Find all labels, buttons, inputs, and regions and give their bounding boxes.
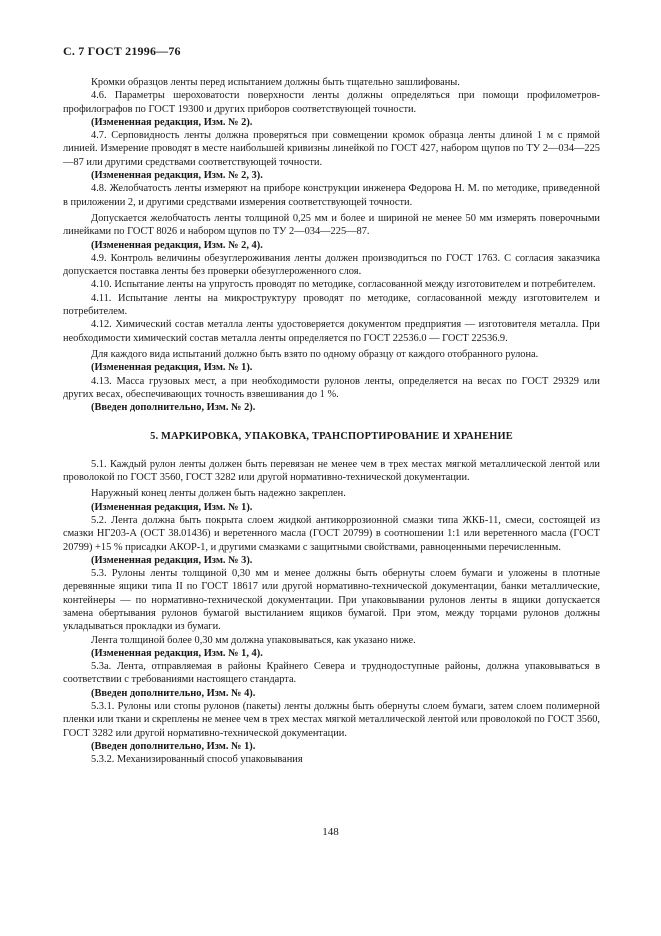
paragraph: Наружный конец ленты должен быть надежно закреплен. <box>91 488 346 500</box>
revision-note: (Введен дополнительно, Изм. № 2). <box>91 402 256 414</box>
paragraph: 4.9. Контроль величины обезуглероживания ленты должен производиться по ГОСТ 1763. С согласия заказчика допускается поставка ленты без проверки обезуглероженного слоя. <box>63 252 600 278</box>
paragraph: 5.3.1. Рулоны или стопы рулонов (пакеты) ленты должны быть обернуты слоем бумаги, затем слоем полимерной пленки или ткани и скреплены не менее чем в трех местах мягкой металлической лентой или проволокой по ГОСТ 3560, ГОСТ 3282 или другой нормативно-технической документации. <box>63 701 600 739</box>
revision-note: (Измененная редакция, Изм. № 1, 4). <box>91 647 263 659</box>
paragraph: 4.13. Масса грузовых мест, а при необходимости рулонов ленты, определяется на весах по ГОСТ 29329 или других весах, обеспечивающих точность взвешивания до 1 %. <box>63 375 600 400</box>
page-number: 148 <box>322 826 339 838</box>
paragraph: Лента толщиной более 0,30 мм должна упаковываться, как указано ниже. <box>91 634 416 646</box>
revision-note: (Измененная редакция, Изм. № 1). <box>91 501 253 513</box>
revision-note: (Измененная редакция, Изм. № 3). <box>91 554 253 566</box>
paragraph: 4.6. Параметры шероховатости поверхности ленты должны определяться при помощи профилометров-профилографов по ГОСТ 19300 и других приборов соответствующей точности. <box>63 90 600 115</box>
paragraph: 5.2. Лента должна быть покрыта слоем жидкой антикоррозионной смазки типа ЖКБ-11, смеси, состоящей из смазки НГ203-А (ОСТ 38.01436) и веретенного масла (ГОСТ 20799) в соотношении 1:1 или веретенного масла (ГОСТ 20799) +15 % присадки АКОР-1, и другими смазками с защитными свойствами, равноценными перечисленным. <box>63 514 600 553</box>
paragraph: Допускается желобчатость ленты толщиной 0,25 мм и более и шириной не менее 50 мм измерять поверочными линейками по ГОСТ 8026 и набором щупов по ТУ 2—034—225—87. <box>63 212 600 238</box>
paragraph: 5.3а. Лента, отправляемая в районы Крайнего Севера и труднодоступные районы, должна упаковываться в соответствии с требованиями настоящего стандарта. <box>63 661 600 686</box>
paragraph: 5.1. Каждый рулон ленты должен быть перевязан не менее чем в трех местах мягкой металлической лентой или проволокой по ГОСТ 3560, ГОСТ 3282 или другой нормативно-технической документации. <box>63 458 600 484</box>
revision-note: (Измененная редакция, Изм. № 2). <box>91 116 253 128</box>
revision-note: (Измененная редакция, Изм. № 1). <box>91 362 253 374</box>
section-heading: 5. МАРКИРОВКА, УПАКОВКА, ТРАНСПОРТИРОВАНИЕ И ХРАНЕНИЕ <box>150 431 513 443</box>
paragraph: 5.3. Рулоны ленты толщиной 0,30 мм и менее должны быть обернуты слоем бумаги и уложены в плотные деревянные ящики типа II по ГОСТ 18617 или другой нормативно-технической документации, банки металлические, контейнеры — по нормативно-технической документации. При упаковывании рулонов ленты в ящики допускается замена обертывания рулонов бумагой выстиланием ящиков бумагой. При этом, между торцами рулонов должны укладываться прокладки из бумаги. <box>63 568 600 633</box>
paragraph: 4.10. Испытание ленты на упругость проводят по методике, согласованной между изготовителем и потребителем. <box>91 279 596 291</box>
paragraph: 4.7. Серповидность ленты должна проверяться при совмещении кромок образца ленты длиной 1 м с прямой линией. Измерение проводят в месте наибольшей кривизны линейкой по ГОСТ 427, набором щупов по ТУ 2—034—225—87 или другими средствами соответствующей точности. <box>63 130 600 168</box>
paragraph: 5.3.2. Механизированный способ упаковывания <box>91 754 303 766</box>
paragraph: Кромки образцов ленты перед испытанием должны быть тщательно зашлифованы. <box>91 77 460 88</box>
revision-note: (Введен дополнительно, Изм. № 4). <box>91 687 256 699</box>
paragraph: Для каждого вида испытаний должно быть взято по одному образцу от каждого отобранного рулона. <box>91 348 539 360</box>
revision-note: (Измененная редакция, Изм. № 2, 4). <box>91 239 263 251</box>
paragraph: 4.12. Химический состав металла ленты удостоверяется документом предприятия — изготовителя металла. При необходимости химический состав металла ленты определяется по ГОСТ 22536.0 — ГОСТ 22536.9. <box>63 319 600 344</box>
paragraph: 4.11. Испытание ленты на микроструктуру проводят по методике, согласованной между изготовителем и потребителем. <box>63 292 600 318</box>
paragraph: 4.8. Желобчатость ленты измеряют на приборе конструкции инженера Федорова Н. М. по методике, приведенной в приложении 2, и другими средствами измерения соответствующей точности. <box>63 183 600 208</box>
page-header: С. 7 ГОСТ 21996—76 <box>63 44 181 58</box>
document-body <box>63 76 600 767</box>
revision-note: (Измененная редакция, Изм. № 2, 3). <box>91 170 263 182</box>
revision-note: (Введен дополнительно, Изм. № 1). <box>91 740 256 752</box>
